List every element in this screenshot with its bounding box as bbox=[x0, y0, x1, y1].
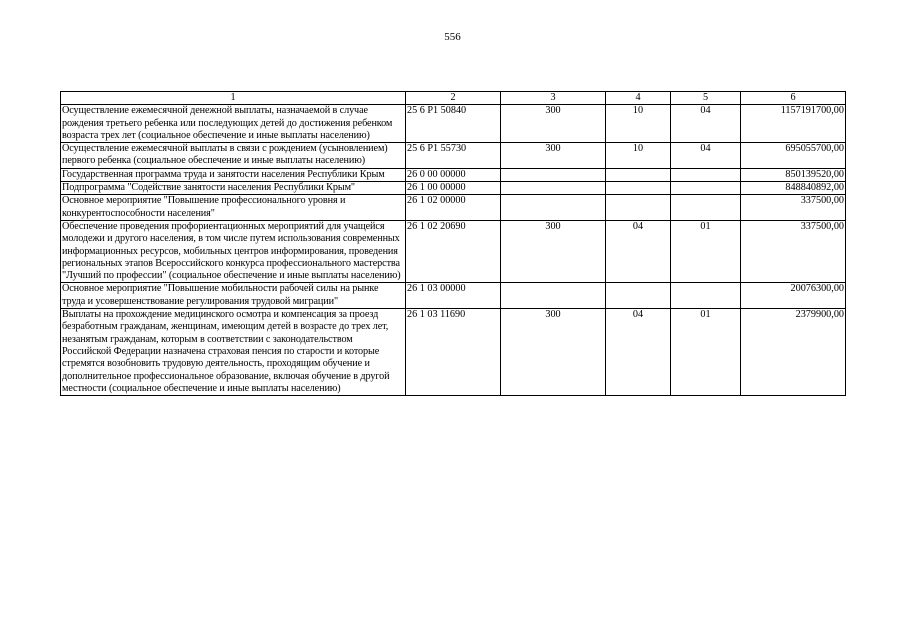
row-code: 25 6 P1 50840 bbox=[406, 105, 501, 143]
row-name: Подпрограмма "Содействие занятости населения Республики Крым" bbox=[61, 182, 406, 195]
row-rz bbox=[606, 195, 671, 221]
row-name: Основное мероприятие "Повышение мобильности рабочей силы на рынке труда и усовершенствование регулирования трудовой миграции" bbox=[61, 283, 406, 309]
row-amount: 20076300,00 bbox=[741, 283, 846, 309]
row-code: 26 1 03 00000 bbox=[406, 283, 501, 309]
header-col-1: 1 bbox=[61, 92, 406, 105]
row-amount: 848840892,00 bbox=[741, 182, 846, 195]
table-row bbox=[61, 168, 846, 181]
row-code: 26 0 00 00000 bbox=[406, 168, 501, 181]
row-vr bbox=[501, 182, 606, 195]
table-row bbox=[61, 309, 846, 396]
row-code: 26 1 02 00000 bbox=[406, 195, 501, 221]
row-code: 26 1 02 20690 bbox=[406, 220, 501, 282]
header-col-3: 3 bbox=[501, 92, 606, 105]
table-row bbox=[61, 283, 846, 309]
budget-table bbox=[60, 91, 846, 396]
row-amount: 2379900,00 bbox=[741, 309, 846, 396]
row-pr: 01 bbox=[671, 220, 741, 282]
row-code: 25 6 P1 55730 bbox=[406, 143, 501, 169]
row-name: Обеспечение проведения профориентационных мероприятий для учащейся молодежи и другого населения, в том числе путем использования современных информационных ресурсов, мобильных центров информирования, проведения региональных этапов Всероссийского конкурса профессионального мастерства "Лучший по профессии" (социальное обеспечение и иные выплаты населению) bbox=[61, 220, 406, 282]
header-col-6: 6 bbox=[741, 92, 846, 105]
row-amount: 695055700,00 bbox=[741, 143, 846, 169]
row-rz bbox=[606, 283, 671, 309]
row-vr bbox=[501, 168, 606, 181]
row-vr bbox=[501, 195, 606, 221]
row-name: Основное мероприятие "Повышение профессионального уровня и конкурентоспособности населения" bbox=[61, 195, 406, 221]
row-vr bbox=[501, 283, 606, 309]
row-pr: 01 bbox=[671, 309, 741, 396]
row-rz: 10 bbox=[606, 143, 671, 169]
row-code: 26 1 03 11690 bbox=[406, 309, 501, 396]
row-rz bbox=[606, 182, 671, 195]
table-row bbox=[61, 195, 846, 221]
row-code: 26 1 00 00000 bbox=[406, 182, 501, 195]
row-amount: 850139520,00 bbox=[741, 168, 846, 181]
row-rz: 04 bbox=[606, 220, 671, 282]
table-row bbox=[61, 105, 846, 143]
header-col-5: 5 bbox=[671, 92, 741, 105]
row-amount: 1157191700,00 bbox=[741, 105, 846, 143]
row-pr bbox=[671, 182, 741, 195]
table-row bbox=[61, 220, 846, 282]
row-name: Осуществление ежемесячной выплаты в связи с рождением (усыновлением) первого ребенка (социальное обеспечение и иные выплаты населению) bbox=[61, 143, 406, 169]
row-rz: 04 bbox=[606, 309, 671, 396]
row-pr bbox=[671, 168, 741, 181]
header-col-2: 2 bbox=[406, 92, 501, 105]
row-vr: 300 bbox=[501, 143, 606, 169]
row-name: Государственная программа труда и занятости населения Республики Крым bbox=[61, 168, 406, 181]
row-amount: 337500,00 bbox=[741, 220, 846, 282]
row-pr bbox=[671, 195, 741, 221]
table-row bbox=[61, 143, 846, 169]
row-rz bbox=[606, 168, 671, 181]
row-pr: 04 bbox=[671, 143, 741, 169]
row-vr: 300 bbox=[501, 220, 606, 282]
table-row bbox=[61, 182, 846, 195]
row-pr bbox=[671, 283, 741, 309]
row-pr: 04 bbox=[671, 105, 741, 143]
row-amount: 337500,00 bbox=[741, 195, 846, 221]
header-row bbox=[61, 92, 846, 105]
row-vr: 300 bbox=[501, 309, 606, 396]
row-name: Осуществление ежемесячной денежной выплаты, назначаемой в случае рождения третьего ребенка или последующих детей до достижения ребенком возраста трех лет (социальное обеспечение и иные выплаты населению) bbox=[61, 105, 406, 143]
row-rz: 10 bbox=[606, 105, 671, 143]
row-name: Выплаты на прохождение медицинского осмотра и компенсация за проезд безработным гражданам, женщинам, имеющим детей в возрасте до трех лет, незанятым гражданам, которым в соответствии с законодательством Российской Федерации назначена страховая пенсия по старости и которые стремятся возобновить трудовую деятельность, проходящим обучение и дополнительное профессиональное образование, включая обучение в другой местности (социальное обеспечение и иные выплаты населению) bbox=[61, 309, 406, 396]
row-vr: 300 bbox=[501, 105, 606, 143]
page-number: 556 bbox=[444, 31, 461, 43]
header-col-4: 4 bbox=[606, 92, 671, 105]
